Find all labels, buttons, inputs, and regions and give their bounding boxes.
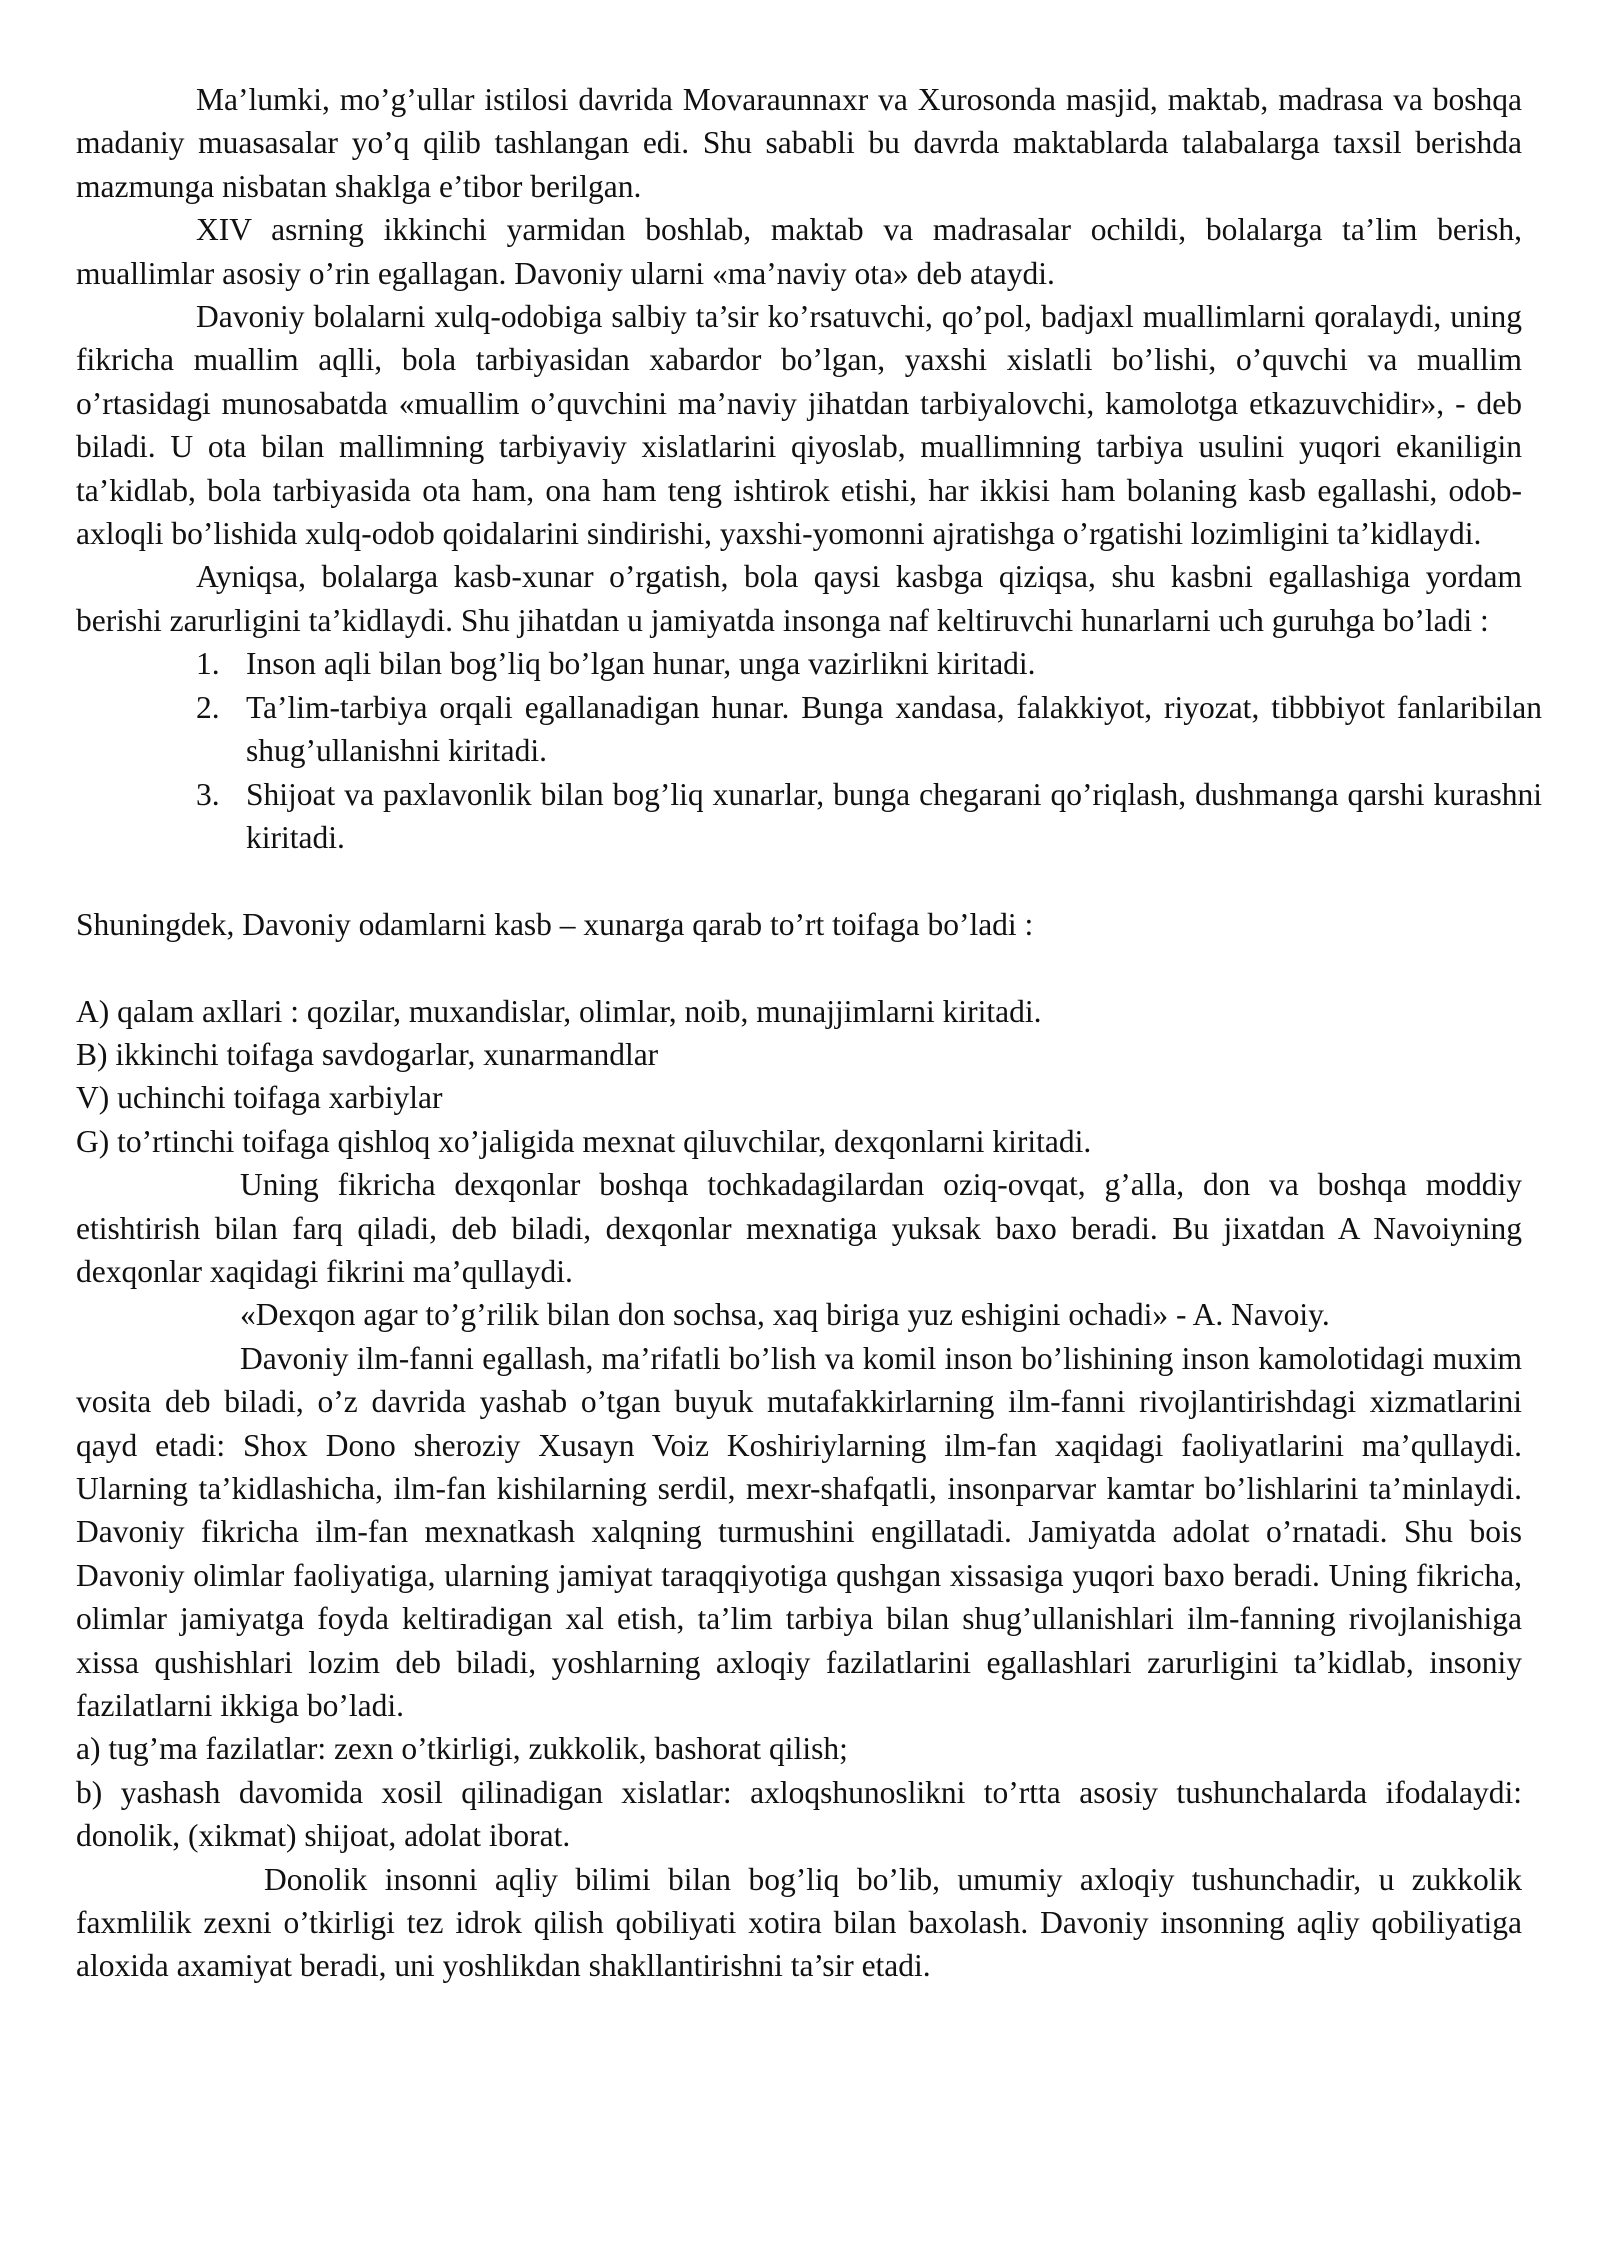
paragraph-science: Davoniy ilm-fanni egallash, ma’rifatli bo’lish va komil inson bo’lishining inson kamolotidagi muxim vosita deb biladi, o’z davrida yashab o’tgan buyuk mutafakkirlarning ilm-fanni rivojlantirishdagi xizmatlarini qayd etadi: Shox Dono sheroziy Xusayn Voiz Koshiriylarning ilm-fan xaqidagi faoliyatlarini ma’qullaydi. Ularning ta’kidlashicha, ilm-fan kishilarning serdil, mexr-shafqatli, insonparvar kamtar bo’lishlarini ta’minlaydi. Davoniy fikricha ilm-fan mexnatkash xalqning turmushini engillatadi. Jamiyatda adolat o’rnatadi. Shu bois Davoniy olimlar faoliyatiga, ularning jamiyat taraqqiyotiga qushgan xissasiga yuqori baxo beradi. Uning fikricha, olimlar jamiyatga foyda keltiradigan xal etish, ta’lim tarbiya bilan shug’ullanishlari ilm-fanning rivojlanishiga xissa qushishlari lozim deb biladi, yoshlarning axloqiy fazilatlarini egallashlari zarurligini ta’kidlab, insoniy fazilatlarni ikkiga bo’ladi.: [76, 1340, 1522, 1723]
navoiy-quote: «Dexqon agar to’g’rilik bilan don sochsa, xaq biriga yuz eshigini ochadi» - A. Navoiy.: [240, 1297, 1330, 1333]
list-item: V) uchinchi toifaga xarbiylar: [76, 1080, 443, 1116]
paragraph-teacher-qualities: Davoniy bolalarni xulq-odobiga salbiy ta’sir ko’rsatuvchi, qo’pol, badjaxl muallimlarni qoralaydi, uning fikricha muallim aqlli, bola tarbiyasidan xabardor bo’lgan, yaxshi xislatli bo’lishi, o’quvchi va muallim o’rtasidagi munosabatda «muallim o’quvchini ma’naviy jihatdan tarbiyalovchi, kamolotga etkazuvchidir», - deb biladi. U ota bilan mallimning tarbiyaviy xislatlarini qiyoslab, muallimning tarbiya usulini yuqori ekaniligin ta’kidlab, bola tarbiyasida ota ham, ona ham teng ishtirok etishi, har ikkisi ham bolaning kasb egallashi, odob-axloqli bo’lishida xulq-odob qoidalarini sindirishi, yaxshi-yomonni ajratishga o’rgatishi lozimligini ta’kidlaydi.: [76, 299, 1522, 552]
list-item-number: 3.: [196, 776, 220, 812]
paragraph-wisdom: Donolik insonni aqliy bilimi bilan bog’liq bo’lib, umumiy axloqiy tushunchadir, u zukkolik faxmlilik zexni o’tkirligi tez idrok qilish qobiliyati xotira bilan baxolash. Davoniy insonning aqliy qobiliyatiga aloxida axamiyat beradi, uni yoshlikdan shakllantirishni ta’sir etadi.: [76, 1861, 1522, 1984]
crafts-list: [76, 642, 1542, 859]
list-item-text: Inson aqli bilan bog’liq bo’lgan hunar, unga vazirlikni kiritadi.: [246, 646, 1036, 682]
paragraph-crafts-intro: Ayniqsa, bolalarga kasb-xunar o’rgatish, bola qaysi kasbga qiziqsa, shu kasbni egallashiga yordam berishi zarurligini ta’kidlaydi. Shu jihatdan u jamiyatda insonga naf keltiruvchi hunarlarni uch guruhga bo’ladi :: [76, 559, 1522, 638]
list-item: B) ikkinchi toifaga savdogarlar, xunarmandlar: [76, 1036, 659, 1072]
list-item: [76, 773, 1542, 860]
list-item-text: Shijoat va paxlavonlik bilan bog’liq xunarlar, bunga chegarani qo’riqlash, dushmanga qarshi kurashni kiritadi.: [246, 776, 1542, 855]
list-item: [76, 642, 1542, 685]
spacer: [76, 946, 1522, 989]
paragraph-four-groups: Shuningdek, Davoniy odamlarni kasb – xunarga qarab to’rt toifaga bo’ladi :: [76, 906, 1034, 942]
list-item: A) qalam axllari : qozilar, muxandislar, olimlar, noib, munajjimlarni kiritadi.: [76, 993, 1042, 1029]
groups-list: [76, 990, 1522, 1164]
document-page: [76, 78, 1542, 1988]
virtues-item-a: a) tug’ma fazilatlar: zexn o’tkirligi, zukkolik, bashorat qilish;: [76, 1731, 848, 1767]
list-item: [76, 686, 1542, 773]
paragraph-farmers: Uning fikricha dexqonlar boshqa tochkadagilardan oziq-ovqat, g’alla, don va boshqa moddiy etishtirish bilan farq qiladi, deb biladi, dexqonlar mexnatiga yuksak baxo beradi. Bu jixatdan A Navoiyning dexqonlar xaqidagi fikrini ma’qullaydi.: [76, 1167, 1522, 1289]
paragraph-mongol-period: Ma’lumki, mo’g’ullar istilosi davrida Movaraunnaxr va Xurosonda masjid, maktab, madrasa va boshqa madaniy muasasalar yo’q qilib tashlangan edi. Shu sababli bu davrda maktablarda talabalarga taxsil berishda mazmunga nisbatan shaklga e’tibor berilgan.: [76, 82, 1522, 204]
list-item-number: 2.: [196, 689, 220, 725]
spacer: [76, 859, 1522, 902]
list-item-number: 1.: [196, 646, 220, 682]
list-item-text: Ta’lim-tarbiya orqali egallanadigan hunar. Bunga xandasa, falakkiyot, riyozat, tibbbiyot fanlaribilan shug’ullanishni kiritadi.: [246, 689, 1542, 769]
paragraph-xiv-century: XIV asrning ikkinchi yarmidan boshlab, maktab va madrasalar ochildi, bolalarga ta’lim berish, muallimlar asosiy o’rin egallagan. Davoniy ularni «ma’naviy ota» deb ataydi.: [76, 212, 1522, 291]
list-item: G) to’rtinchi toifaga qishloq xo’jaligida mexnat qiluvchilar, dexqonlarni kiritadi.: [76, 1123, 1092, 1159]
virtues-item-b: b) yashash davomida xosil qilinadigan xislatlar: axloqshunoslikni to’rtta asosiy tushunchalarda ifodalaydi: donolik, (xikmat) shijoat, adolat iborat.: [76, 1774, 1522, 1854]
